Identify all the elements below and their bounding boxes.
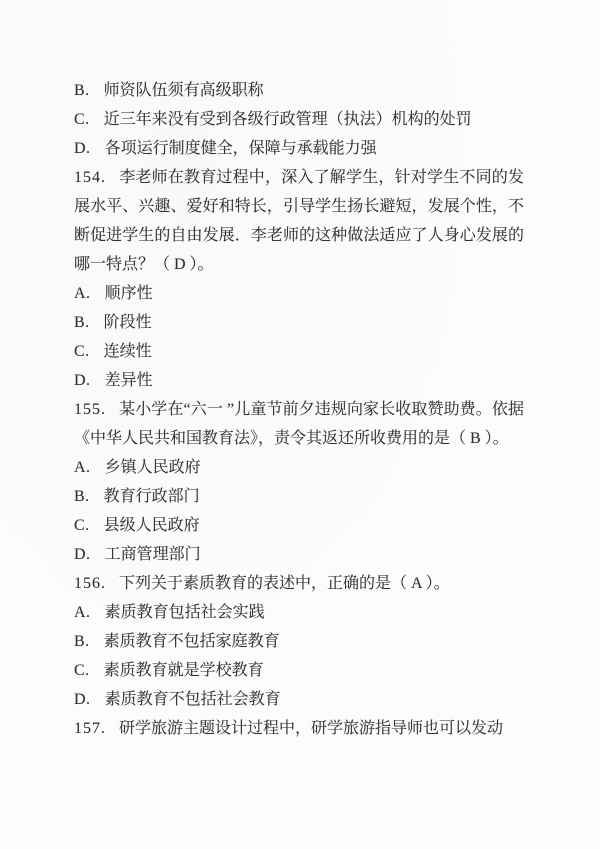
question-text: 某小学在“六一 ”儿童节前夕违规向家长收取赞助费。依据《中华人民共和国教育法》，责令其返还所收费用的是（ B ）。 (74, 401, 524, 447)
option-line (74, 598, 524, 627)
option-label: A. (74, 285, 91, 302)
question-154 (74, 163, 524, 395)
option-text: 近三年来没有受到各级行政管理（执法）机构的处罚 (103, 111, 472, 128)
option-line (74, 627, 524, 656)
option-line (74, 279, 524, 308)
option-text: 阶段性 (103, 314, 152, 331)
question-text: 研学旅游主题设计过程中，研学旅游指导师也可以发动 (119, 720, 504, 737)
option-label: D. (74, 691, 91, 708)
option-text: 素质教育就是学校教育 (103, 662, 264, 679)
option-label: D. (74, 372, 91, 389)
option-line (74, 511, 524, 540)
option-line (74, 685, 524, 714)
option-line (74, 76, 524, 105)
option-line (74, 308, 524, 337)
option-label: C. (74, 343, 90, 360)
option-line (74, 482, 524, 511)
question-number: 155. (74, 401, 106, 418)
option-label: B. (74, 633, 90, 650)
option-label: C. (74, 517, 90, 534)
question-157 (74, 714, 524, 743)
option-text: 教育行政部门 (103, 488, 200, 505)
option-label: C. (74, 662, 90, 679)
option-label: B. (74, 82, 90, 99)
option-line (74, 453, 524, 482)
question-stem (74, 395, 524, 453)
question-stem (74, 714, 524, 743)
option-text: 顺序性 (104, 285, 153, 302)
option-text: 差异性 (104, 372, 153, 389)
option-label: B. (74, 314, 90, 331)
question-number: 154. (74, 169, 106, 186)
option-line (74, 105, 524, 134)
option-label: D. (74, 546, 91, 563)
option-label: A. (74, 604, 91, 621)
option-label: B. (74, 488, 90, 505)
question-stem (74, 569, 524, 598)
question-number: 156. (74, 575, 106, 592)
question-text: 李老师在教育过程中，深入了解学生，针对学生不同的发展水平、兴趣、爱好和特长，引导学生扬长避短，发展个性，不断促进学生的自由发展．李老师的这种做法适应了人身心发展的哪一特点？（ D ）。 (74, 169, 524, 273)
option-text: 素质教育不包括家庭教育 (103, 633, 280, 650)
option-label: D. (74, 140, 91, 157)
option-label: A. (74, 459, 91, 476)
option-text: 各项运行制度健全，保障与承载能力强 (104, 140, 377, 157)
question-number: 157. (74, 720, 106, 737)
option-line (74, 656, 524, 685)
option-text: 素质教育不包括社会教育 (104, 691, 281, 708)
option-text: 师资队伍须有高级职称 (103, 82, 264, 99)
option-line (74, 337, 524, 366)
option-line (74, 366, 524, 395)
option-text: 素质教育包括社会实践 (104, 604, 265, 621)
option-label: C. (74, 111, 90, 128)
question-155 (74, 395, 524, 569)
option-line (74, 540, 524, 569)
option-line (74, 134, 524, 163)
option-text: 县级人民政府 (103, 517, 200, 534)
question-156 (74, 569, 524, 714)
option-text: 乡镇人民政府 (104, 459, 201, 476)
option-text: 连续性 (103, 343, 152, 360)
question-stem (74, 163, 524, 279)
option-text: 工商管理部门 (104, 546, 201, 563)
question-text: 下列关于素质教育的表述中，正确的是（ A ）。 (119, 575, 450, 592)
